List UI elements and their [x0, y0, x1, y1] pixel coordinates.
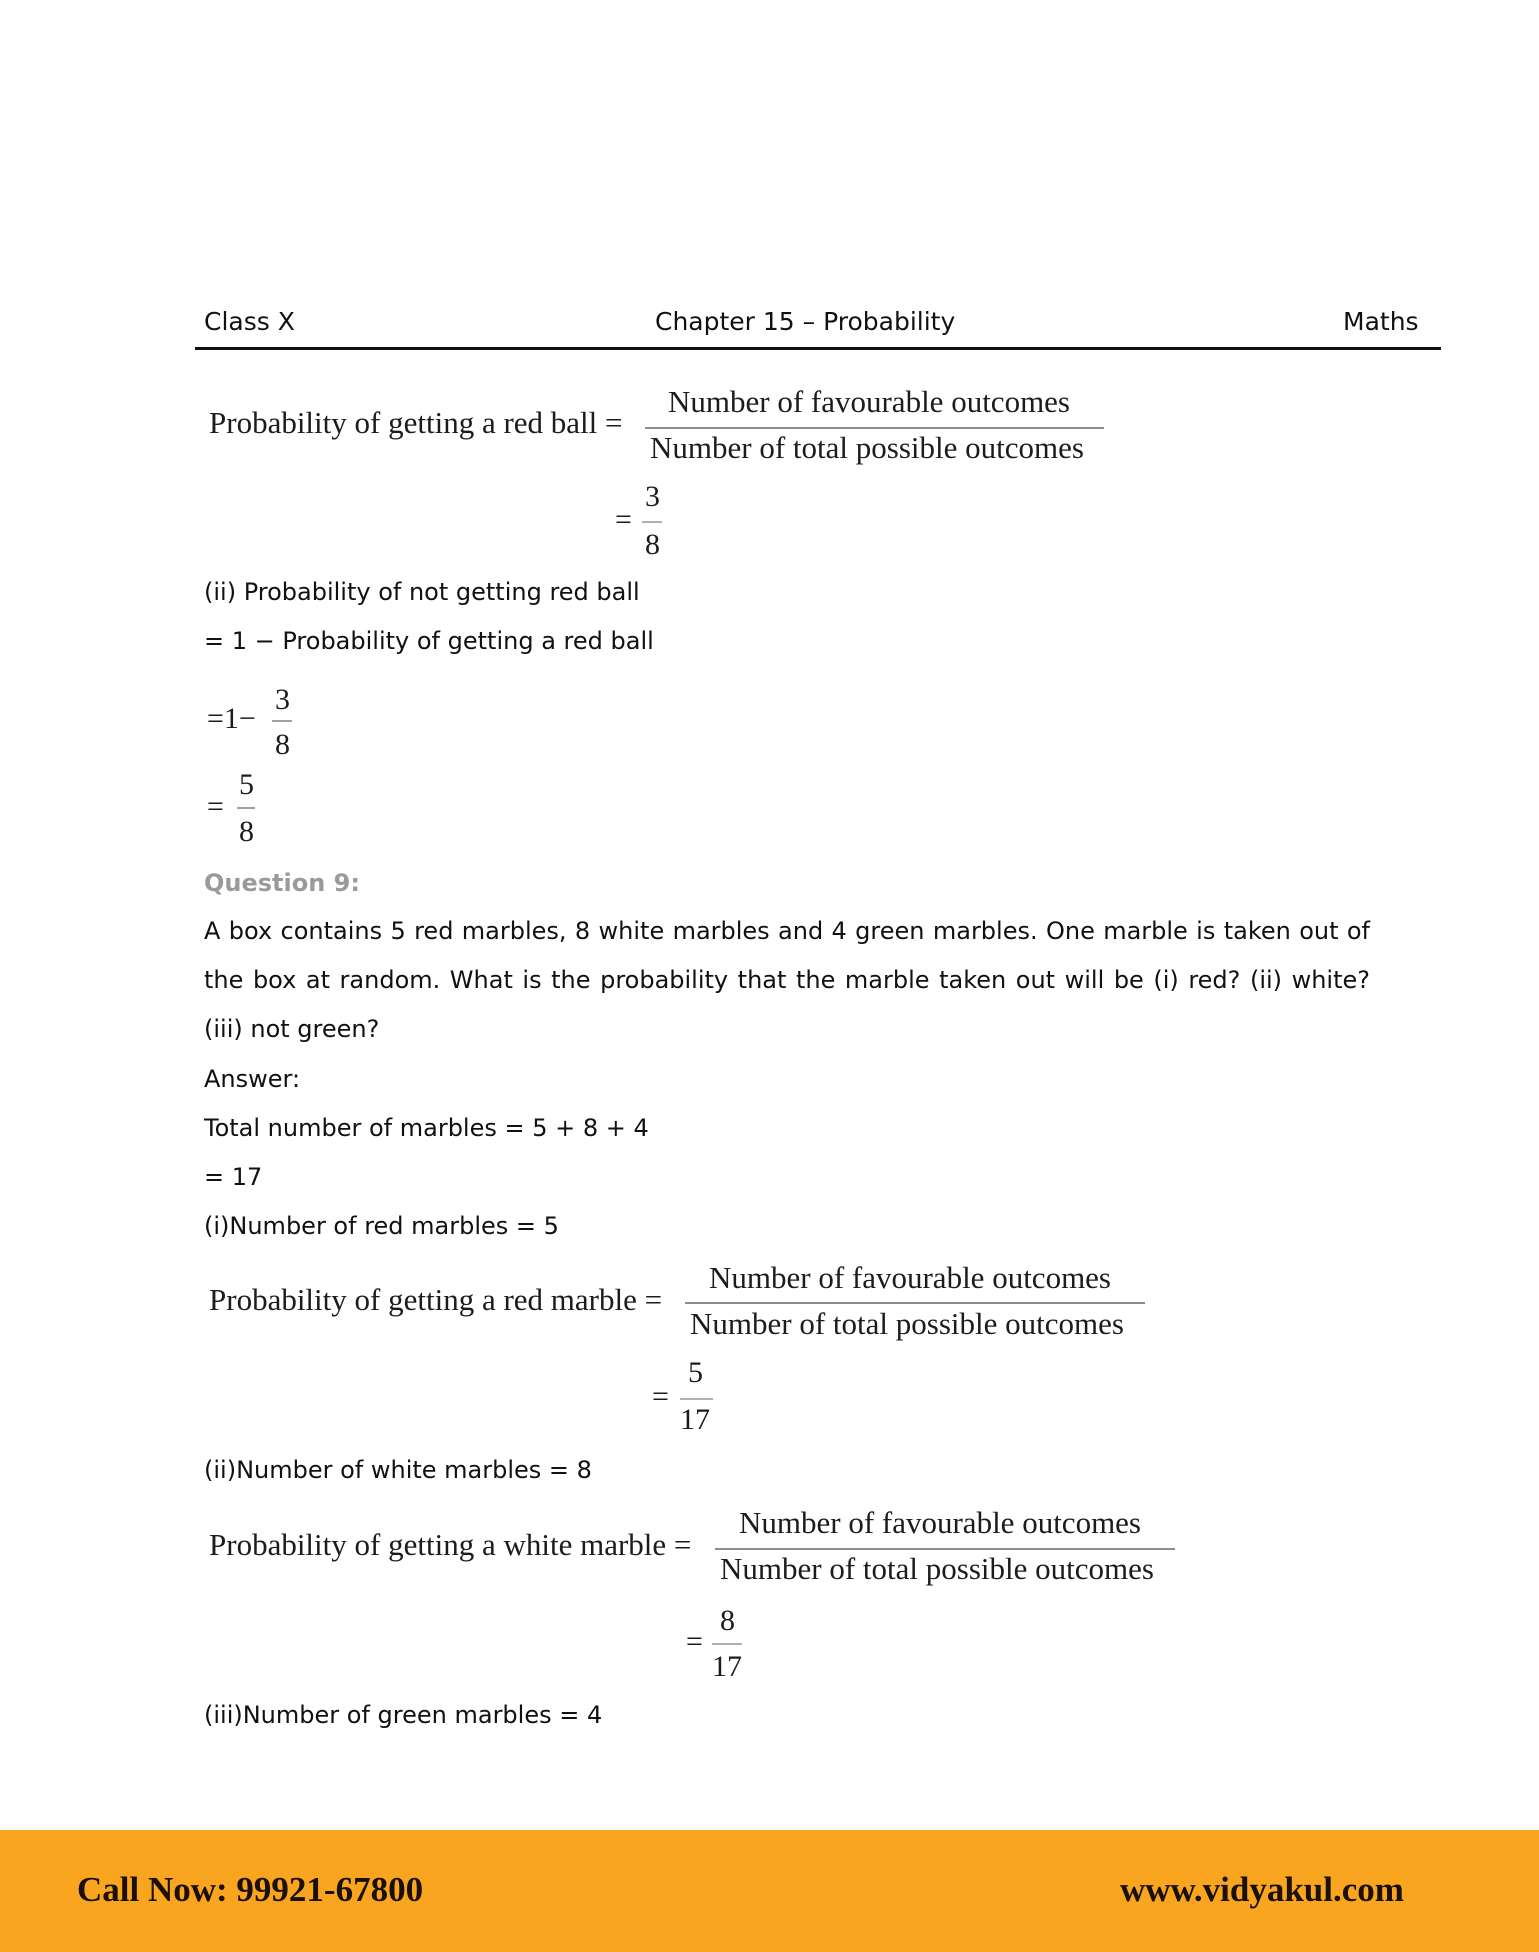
part-ii-equation: = 1 − Probability of getting a red ball — [204, 627, 654, 655]
fraction-bar — [685, 1302, 1145, 1304]
formula-white-marble-lhs: Probability of getting a white marble = — [209, 1527, 692, 1562]
step1-numerator: 3 — [275, 683, 290, 716]
footer-phone: Call Now: 99921-67800 — [77, 1870, 424, 1909]
header-class: Class X — [204, 307, 295, 336]
fraction-bar — [642, 521, 662, 523]
header-divider — [195, 347, 1441, 350]
red-marbles-count: (i)Number of red marbles = 5 — [204, 1212, 559, 1240]
fraction-bar — [715, 1548, 1175, 1550]
white-marbles-count: (ii)Number of white marbles = 8 — [204, 1456, 592, 1484]
result-equals: = — [615, 503, 632, 536]
total-marbles-line: Total number of marbles = 5 + 8 + 4 — [204, 1114, 649, 1142]
green-marbles-count: (iii)Number of green marbles = 4 — [204, 1701, 603, 1729]
fraction-bar — [645, 427, 1104, 429]
result-denominator: 17 — [712, 1650, 742, 1683]
fraction-bar — [237, 807, 255, 809]
question-text: A box contains 5 red marbles, 8 white marbles and 4 green marbles. One marble is taken out of the box at random. What is the probability that the marble taken out will be (i) red? (ii) white? (iii) not green? — [204, 917, 1370, 1043]
formula-red-marble-lhs: Probability of getting a red marble = — [209, 1282, 663, 1317]
formula-red-marble-denominator: Number of total possible outcomes — [690, 1306, 1124, 1341]
fraction-bar — [712, 1643, 742, 1645]
result-numerator: 5 — [688, 1356, 703, 1389]
result-denominator: 17 — [680, 1403, 710, 1436]
step1-denominator: 8 — [275, 728, 290, 761]
step2-prefix: = — [207, 790, 224, 823]
step2-numerator: 5 — [239, 768, 254, 801]
step1-prefix: =1− — [207, 702, 256, 735]
result-numerator: 8 — [720, 1604, 735, 1637]
answer-label: Answer: — [204, 1065, 301, 1093]
formula-red-ball-numerator: Number of favourable outcomes — [668, 384, 1071, 419]
formula-red-ball-lhs: Probability of getting a red ball = — [209, 405, 623, 440]
total-marbles-result: = 17 — [204, 1163, 263, 1191]
part-ii-heading: (ii) Probability of not getting red ball — [204, 578, 640, 606]
formula-white-marble-numerator: Number of favourable outcomes — [739, 1505, 1142, 1540]
fraction-bar — [680, 1398, 713, 1400]
step2-denominator: 8 — [239, 815, 254, 848]
header-chapter-title: Chapter 15 – Probability — [655, 307, 956, 336]
result-equals: = — [652, 1380, 669, 1413]
header-subject: Maths — [1343, 307, 1419, 336]
footer-website-link[interactable]: www.vidyakul.com — [1120, 1870, 1404, 1909]
formula-red-marble-numerator: Number of favourable outcomes — [709, 1260, 1112, 1295]
result-numerator: 3 — [645, 480, 660, 513]
result-equals: = — [686, 1625, 703, 1658]
question-label: Question 9: — [204, 869, 360, 897]
formula-red-ball-denominator: Number of total possible outcomes — [650, 430, 1084, 465]
fraction-bar — [272, 720, 292, 722]
formula-white-marble-denominator: Number of total possible outcomes — [720, 1551, 1154, 1586]
result-denominator: 8 — [645, 528, 660, 561]
